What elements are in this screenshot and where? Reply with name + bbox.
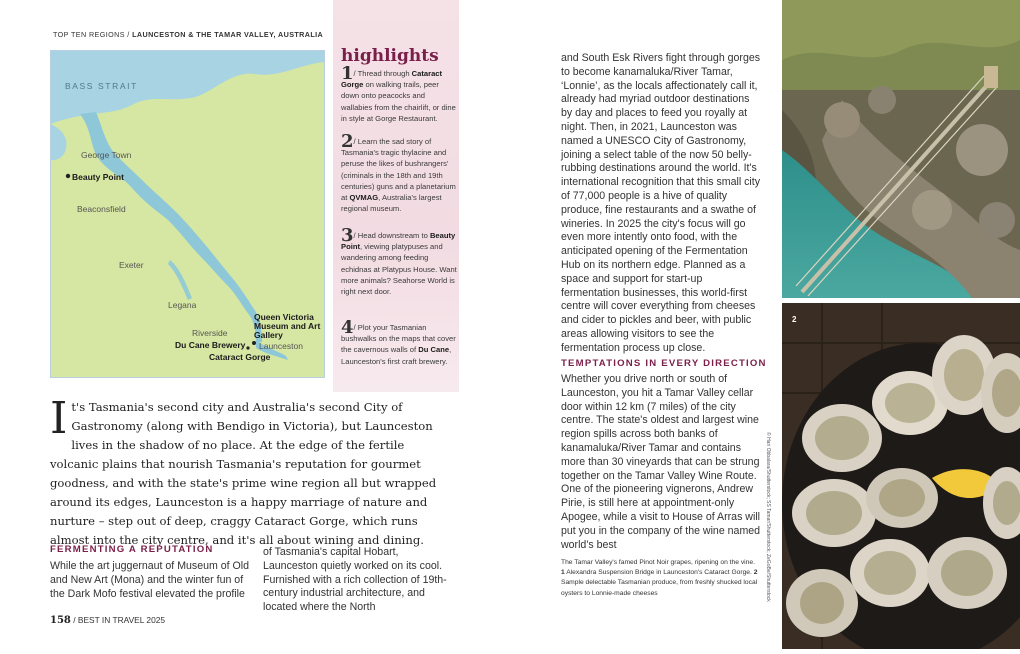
highlights-sidebar (333, 0, 459, 392)
map-label-cataract-gorge: Cataract Gorge (209, 352, 271, 362)
highlight-item-1: 1/ Thread through Cataract Gorge on walking trails, peer down onto peacocks and wallabies from the chairlift, or dine in style at Gorge Restaurant. (341, 63, 456, 123)
highlight-item-2: 2/ Learn the sad story of Tasmania's tragic thylacine and peruse the likes of bushrangers' (criminals in the 18th and 19th centuries) guns and a planetarium at QVMAG, Australia's largest regional museum. (341, 131, 456, 214)
drop-cap: I (50, 393, 68, 444)
temptations-text: Whether you drive north or south of Launceston, you hit a Tamar Valley cellar door within 12 km (7 miles) of the city centre. The state's oldest and largest wine region spills across both banks of kanamaluka/River Tamar and contains more than 30 vineyards that can be strung together on the Tamar Valley Wine Route. One of the pioneering vignerons, Andrew Pirie, is still here at appointment-only Apogee, while a visit to House of Arras will put you in the company of the wine named world's best (561, 373, 761, 551)
intro-paragraph (50, 393, 450, 550)
highlight-number: 4 (341, 317, 354, 338)
map-label-qvmag: Queen Victoria Museum and Art Gallery (254, 312, 321, 340)
bridge-illustration (782, 0, 1020, 298)
breadcrumb (53, 30, 323, 39)
fermenting-heading: FERMENTING A REPUTATION (50, 544, 214, 555)
photo-number: 2 (792, 315, 797, 324)
fermenting-col-1: While the art juggernaut of Museum of Old and New Art (Mona) and the winter fun of the Dark Mofo festival elevated the profile (50, 560, 250, 600)
page-footer (50, 615, 165, 626)
highlight-item-4: 4/ Plot your Tasmanian bushwalks on the maps that cover the cavernous walls of Du Cane, Launceston's first craft brewery. (341, 317, 456, 366)
breadcrumb-title: LAUNCESTON & THE TAMAR VALLEY, AUSTRALIA (132, 30, 324, 39)
fermenting-col-3: and South Esk Rivers fight through gorges to become kanamaluka/River Tamar, ‘Lonnie’, as the locals affectionately call it, already had myriad outdoor destinations by day and places to feed you royally at night. Then, in 2021, Launceston was named a UNESCO City of Gastronomy, joining a select table of the now 50 belly-rubbing destinations around the world. It's international recognition that this small city of 77,000 people is a hive of quality produce, fine restaurants and a swathe of wineries. In 2025 the city's focus will go even more intently onto food, with the anticipated opening of the Fermentation Hub on its northern edge. Planned as a space and support for start-up fermentation businesses, this world-first centre will cover everything from cheeses and cider to pickles and beer, with public areas allowing visitors to see the fermentation process up close. (561, 52, 761, 354)
highlight-number: 1 (341, 63, 354, 84)
breadcrumb-section: TOP TEN REGIONS / (53, 30, 130, 39)
region-map (50, 50, 325, 378)
photo-caption: The Tamar Valley's famed Pinot Noir grapes, ripening on the vine. 1 Alexandra Suspension Bridge in Launceston's Cataract Gorge. 2 Sample delectable Tasmanian produce, from freshly shucked local oysters to Lonnie-made cheeses (561, 559, 758, 597)
oysters-illustration (782, 303, 1020, 649)
photo-oysters (782, 303, 1020, 649)
page-number: 158 (50, 615, 71, 626)
highlight-item-3: 3/ Head downstream to Beauty Point, viewing platypuses and wandering among feeding echidnas at Platypus House. Want more animals? Seahorse World is right next door. (341, 225, 457, 297)
map-label-beaconsfield: Beaconsfield (77, 204, 126, 214)
fermenting-col-2: of Tasmania's capital Hobart, Launceston quietly worked on its cool. Furnished with a rich collection of 19th-century industrial architecture, and located where the North (263, 546, 447, 614)
map-label-legana: Legana (168, 300, 197, 310)
intro-text: t's Tasmania's second city and Australia's second City of Gastronomy (along with Bendigo in Victoria), but Launceston lives in the shadow of no place. At the edge of the fertile volcanic plains that nourish Tasmania's reputation for gourmet goodness, and with the state's prime wine region all but wrapped around its edges, Launceston is a happy marriage of nature and nurture – step out of deep, craggy Cataract Gorge, which runs almost into the city centre, and it's all about wining and dining. (50, 400, 437, 547)
highlights-title: highlights (341, 46, 439, 66)
map-label-beauty-point: Beauty Point (72, 172, 124, 182)
footer-label: / BEST IN TRAVEL 2025 (73, 615, 166, 625)
temptations-heading: TEMPTATIONS IN EVERY DIRECTION (561, 358, 767, 369)
map-label-exeter: Exeter (119, 260, 144, 270)
map-label-george-town: George Town (81, 150, 132, 160)
map-label-bass-strait: BASS STRAIT (65, 81, 138, 91)
map-label-launceston: Launceston (259, 341, 303, 351)
photo-credit: © Hari Obbalara/Shutterstock; SS Tamar/Shutterstock; ZeGoBe/Shutterstock (765, 432, 771, 602)
highlight-number: 3 (341, 225, 354, 246)
photo-suspension-bridge (782, 0, 1020, 298)
highlight-number: 2 (341, 131, 354, 152)
map-label-du-cane: Du Cane Brewery (175, 340, 246, 350)
map-label-riverside: Riverside (192, 328, 228, 338)
